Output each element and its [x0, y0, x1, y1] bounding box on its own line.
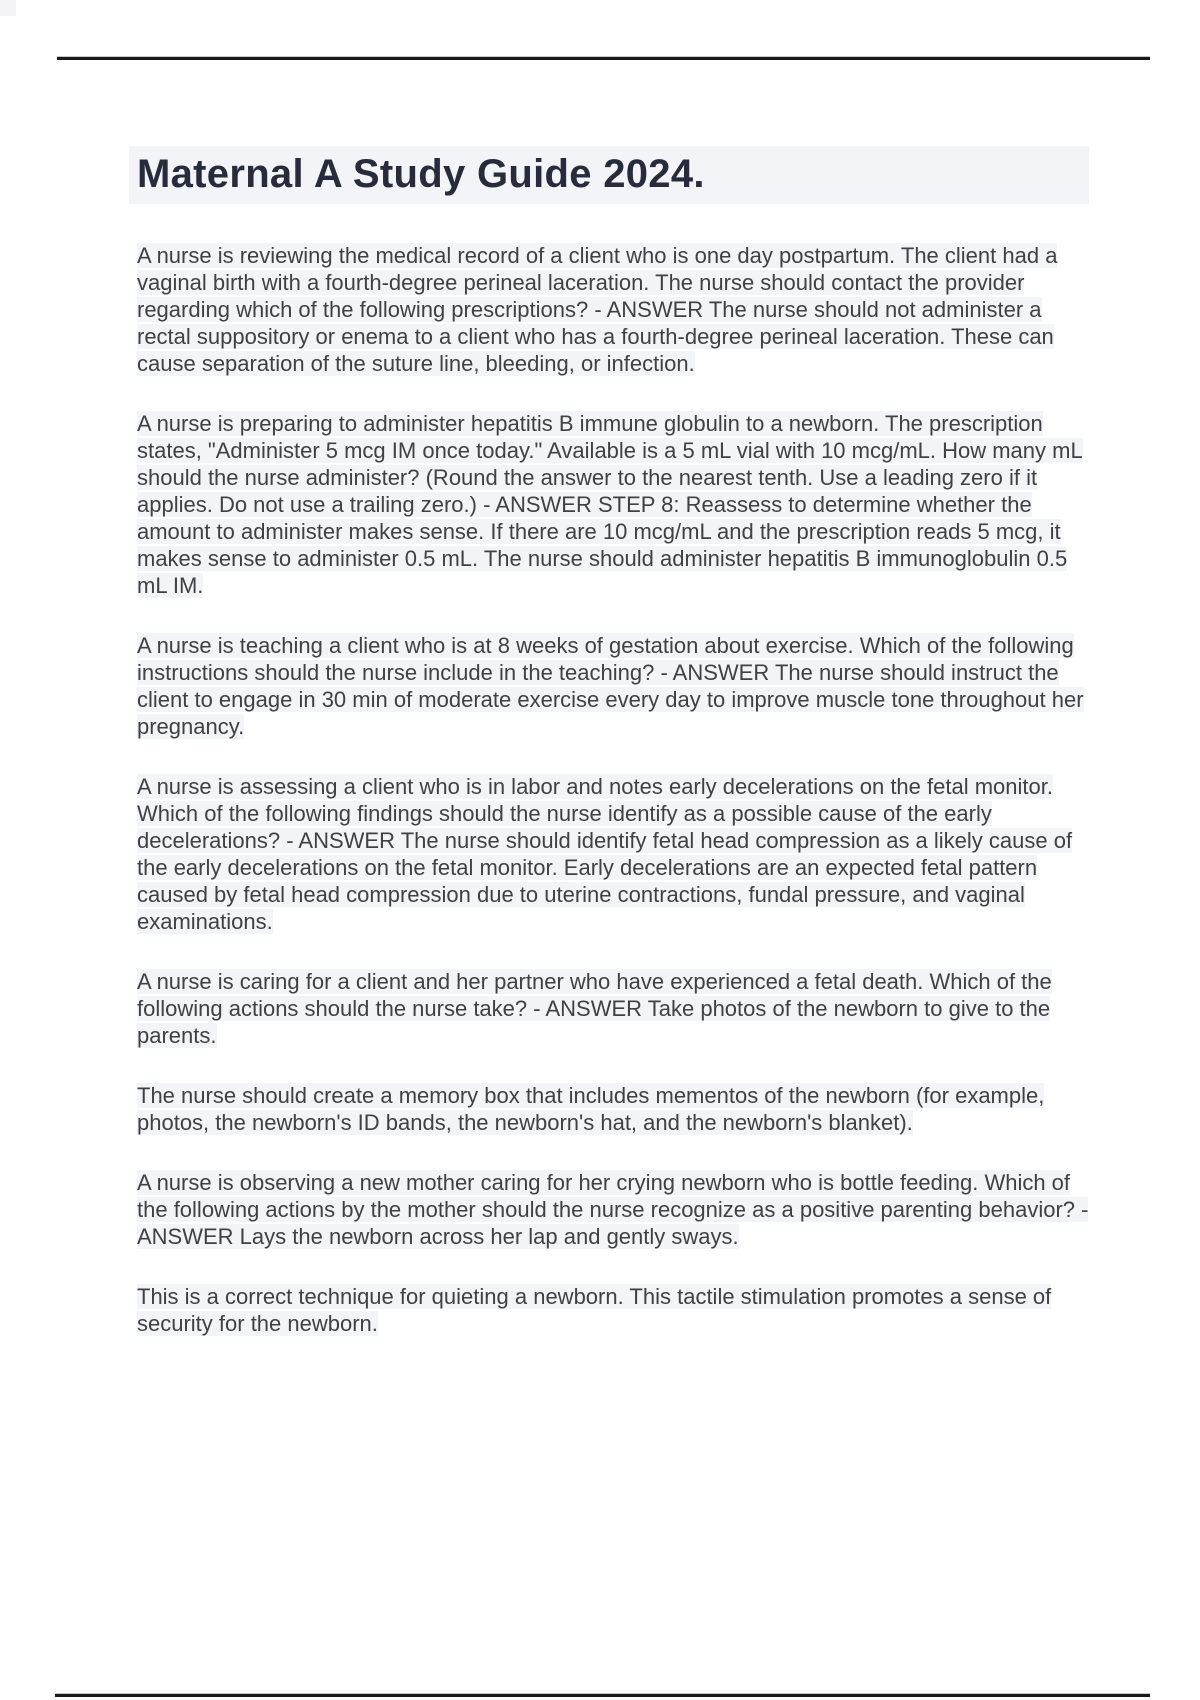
paragraph-text: The nurse should create a memory box that includes mementos of the newborn (for example, photos, the newborn's ID bands, the newborn's hat, and the newborn's blanket). [137, 1083, 1045, 1135]
paragraph-early-decelerations [137, 773, 1089, 935]
paragraph-text: A nurse is teaching a client who is at 8 weeks of gestation about exercise. Which of the following instructions should the nurse include in the teaching? - ANSWER The nurse should instruct the client to engage in 30 min of moderate exercise every day to improve muscle tone throughout her pregnancy. [137, 633, 1084, 739]
paragraph-parenting-behavior [137, 1169, 1089, 1250]
paragraph-text: A nurse is preparing to administer hepatitis B immune globulin to a newborn. The prescription states, "Administer 5 mcg IM once today." Available is a 5 mL vial with 10 mcg/mL. How many mL should the nurse administer? (Round the answer to the nearest tenth. Use a leading zero if it applies. Do not use a trailing zero.) - ANSWER STEP 8: Reassess to determine whether the amount to administer makes sense. If there are 10 mcg/mL and the prescription reads 5 mcg, it makes sense to administer 0.5 mL. The nurse should administer hepatitis B immunoglobulin 0.5 mL IM. [137, 411, 1083, 598]
page-title [137, 146, 1089, 204]
paragraph-text: This is a correct technique for quieting a newborn. This tactile stimulation promotes a sense of security for the newborn. [137, 1284, 1052, 1336]
paragraph-memory-box [137, 1082, 1089, 1136]
page-content [137, 146, 1089, 1337]
paragraph-postpartum-laceration [137, 242, 1089, 377]
paragraph-hepatitis-b-dose [137, 410, 1089, 599]
paragraph-gestation-exercise [137, 632, 1089, 740]
paragraph-text: A nurse is assessing a client who is in labor and notes early decelerations on the fetal monitor. Which of the following findings should the nurse identify as a possible cause of the early decelerations? - ANSWER The nurse should identify fetal head compression as a likely cause of the early decelerations on the fetal monitor. Early decelerations are an expected fetal pattern caused by fetal head compression due to uterine contractions, fundal pressure, and vaginal examinations. [137, 774, 1073, 934]
scan-artifact [0, 0, 16, 16]
paragraph-text: A nurse is caring for a client and her partner who have experienced a fetal death. Which of the following actions should the nurse take? - ANSWER Take photos of the newborn to give to the parents. [137, 969, 1052, 1048]
top-rule [57, 56, 1150, 60]
paragraph-quieting-technique [137, 1283, 1089, 1337]
paragraph-fetal-death [137, 968, 1089, 1049]
paragraph-text: A nurse is observing a new mother caring for her crying newborn who is bottle feeding. Which of the following actions by the mother should the nurse recognize as a positive parenting behavior? - ANSWER Lays the newborn across her lap and gently sways. [137, 1170, 1089, 1249]
paragraph-text: A nurse is reviewing the medical record of a client who is one day postpartum. The client had a vaginal birth with a fourth-degree perineal laceration. The nurse should contact the provider regarding which of the following prescriptions? - ANSWER The nurse should not administer a rectal suppository or enema to a client who has a fourth-degree perineal laceration. These can cause separation of the suture line, bleeding, or infection. [137, 243, 1058, 376]
page-title-text: Maternal A Study Guide 2024. [129, 146, 1089, 204]
bottom-rule [55, 1693, 1150, 1697]
